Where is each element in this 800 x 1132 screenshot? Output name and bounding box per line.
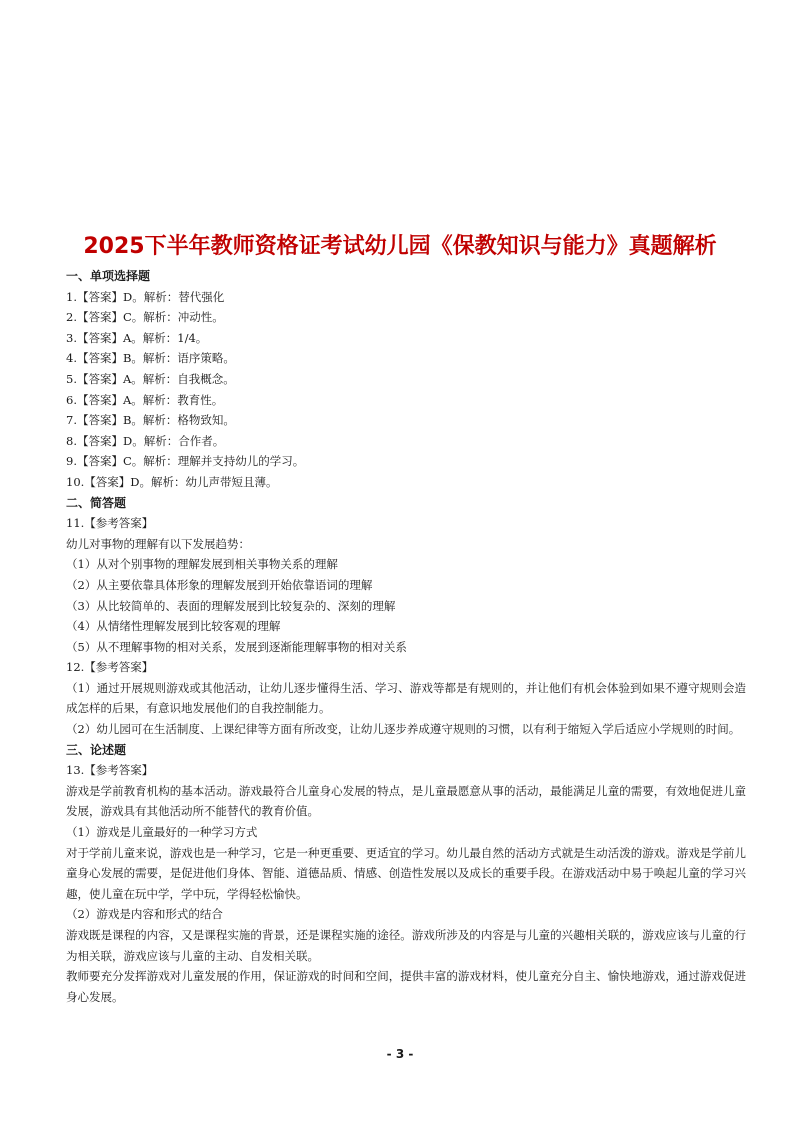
answer-item: 10.【答案】D。解析：幼儿声带短且薄。: [66, 474, 278, 489]
essay-subheading: （1）游戏是儿童最好的一种学习方式: [66, 825, 258, 840]
answer-point: （4）从情绪性理解发展到比较客观的理解: [66, 619, 281, 634]
answer-item: 4.【答案】B。解析：语序策略。: [66, 351, 235, 366]
answer-item: 8.【答案】D。解析：合作者。: [66, 433, 225, 448]
answer-intro: 幼儿对事物的理解有以下发展趋势：: [66, 536, 250, 551]
page-number: - 3 -: [386, 1047, 414, 1061]
essay-paragraph: 对于学前儿童来说，游戏也是一种学习，它是一种更重要、更适宜的学习。幼儿最自然的活动方式就是生动活泼的游戏。游戏是学前儿童身心发展的需要，是促进他们身体、智能、道德品质、情感、创造性发展以及成长的重要手段。在游戏活动中易于唤起儿童的学习兴趣，使儿童在玩中学，学中玩，学得轻松愉快。: [66, 845, 746, 901]
answer-item: 9.【答案】C。解析：理解并支持幼儿的学习。: [66, 454, 305, 469]
essay-intro: 游戏是学前教育机构的基本活动。游戏最符合儿童身心发展的特点，是儿童最愿意从事的活动，最能满足儿童的需要，有效地促进儿童发展，游戏具有其他活动所不能替代的教育价值。: [66, 783, 746, 819]
answer-item: 1.【答案】D。解析：替代强化: [66, 289, 225, 304]
essay-subheading: （2）游戏是内容和形式的结合: [66, 907, 223, 922]
document-title: 2025下半年教师资格证考试幼儿园《保教知识与能力》真题解析: [83, 234, 717, 259]
answer-point: （1）从对个别事物的理解发展到相关事物关系的理解: [66, 557, 338, 572]
answer-item: 5.【答案】A。解析：自我概念。: [66, 371, 235, 386]
answer-point: （2）从主要依靠具体形象的理解发展到开始依靠语词的理解: [66, 577, 373, 592]
answer-item: 2.【答案】C。解析：冲动性。: [66, 310, 224, 325]
section-heading-single-choice: 一、单项选择题: [66, 269, 151, 283]
essay-paragraph: 游戏既是课程的内容，又是课程实施的背景，还是课程实施的途径。游戏所涉及的内容是与儿童的兴趣相关联的，游戏应该与儿童的行为相关联，游戏应该与儿童的主动、自发相关联。: [66, 928, 746, 963]
answer-point: （3）从比较简单的、表面的理解发展到比较复杂的、深刻的理解: [66, 598, 396, 613]
answer-paragraph: （2）幼儿园可在生活制度、上课纪律等方面有所改变，让幼儿逐步养成遵守规则的习惯，以有利于缩短入学后适应小学规则的时间。: [66, 722, 741, 737]
answer-item: 7.【答案】B。解析：格物致知。: [66, 413, 235, 428]
answer-paragraph: （1）通过开展规则游戏或其他活动，让幼儿逐步懂得生活、学习、游戏等都是有规则的，并让他们有机会体验到如果不遵守规则会造成怎样的后果，有意识地发展他们的自我控制能力。: [66, 680, 746, 716]
question-label: 11.【参考答案】: [66, 516, 154, 531]
section-heading-short-answer: 二、简答题: [66, 495, 127, 510]
document-body: [66, 266, 746, 1007]
question-label: 13.【参考答案】: [66, 763, 154, 778]
question-label: 12.【参考答案】: [66, 660, 154, 675]
answer-point: （5）从不理解事物的相对关系，发展到逐渐能理解事物的相对关系: [66, 639, 407, 654]
answer-item: 6.【答案】A。解析：教育性。: [66, 392, 224, 407]
answer-item: 3.【答案】A。解析：1/4。: [66, 330, 208, 345]
section-heading-essay: 三、论述题: [66, 742, 127, 757]
essay-closing: 教师要充分发挥游戏对儿童发展的作用，保证游戏的时间和空间，提供丰富的游戏材料，使儿童充分自主、愉快地游戏，通过游戏促进身心发展。: [66, 969, 746, 1004]
